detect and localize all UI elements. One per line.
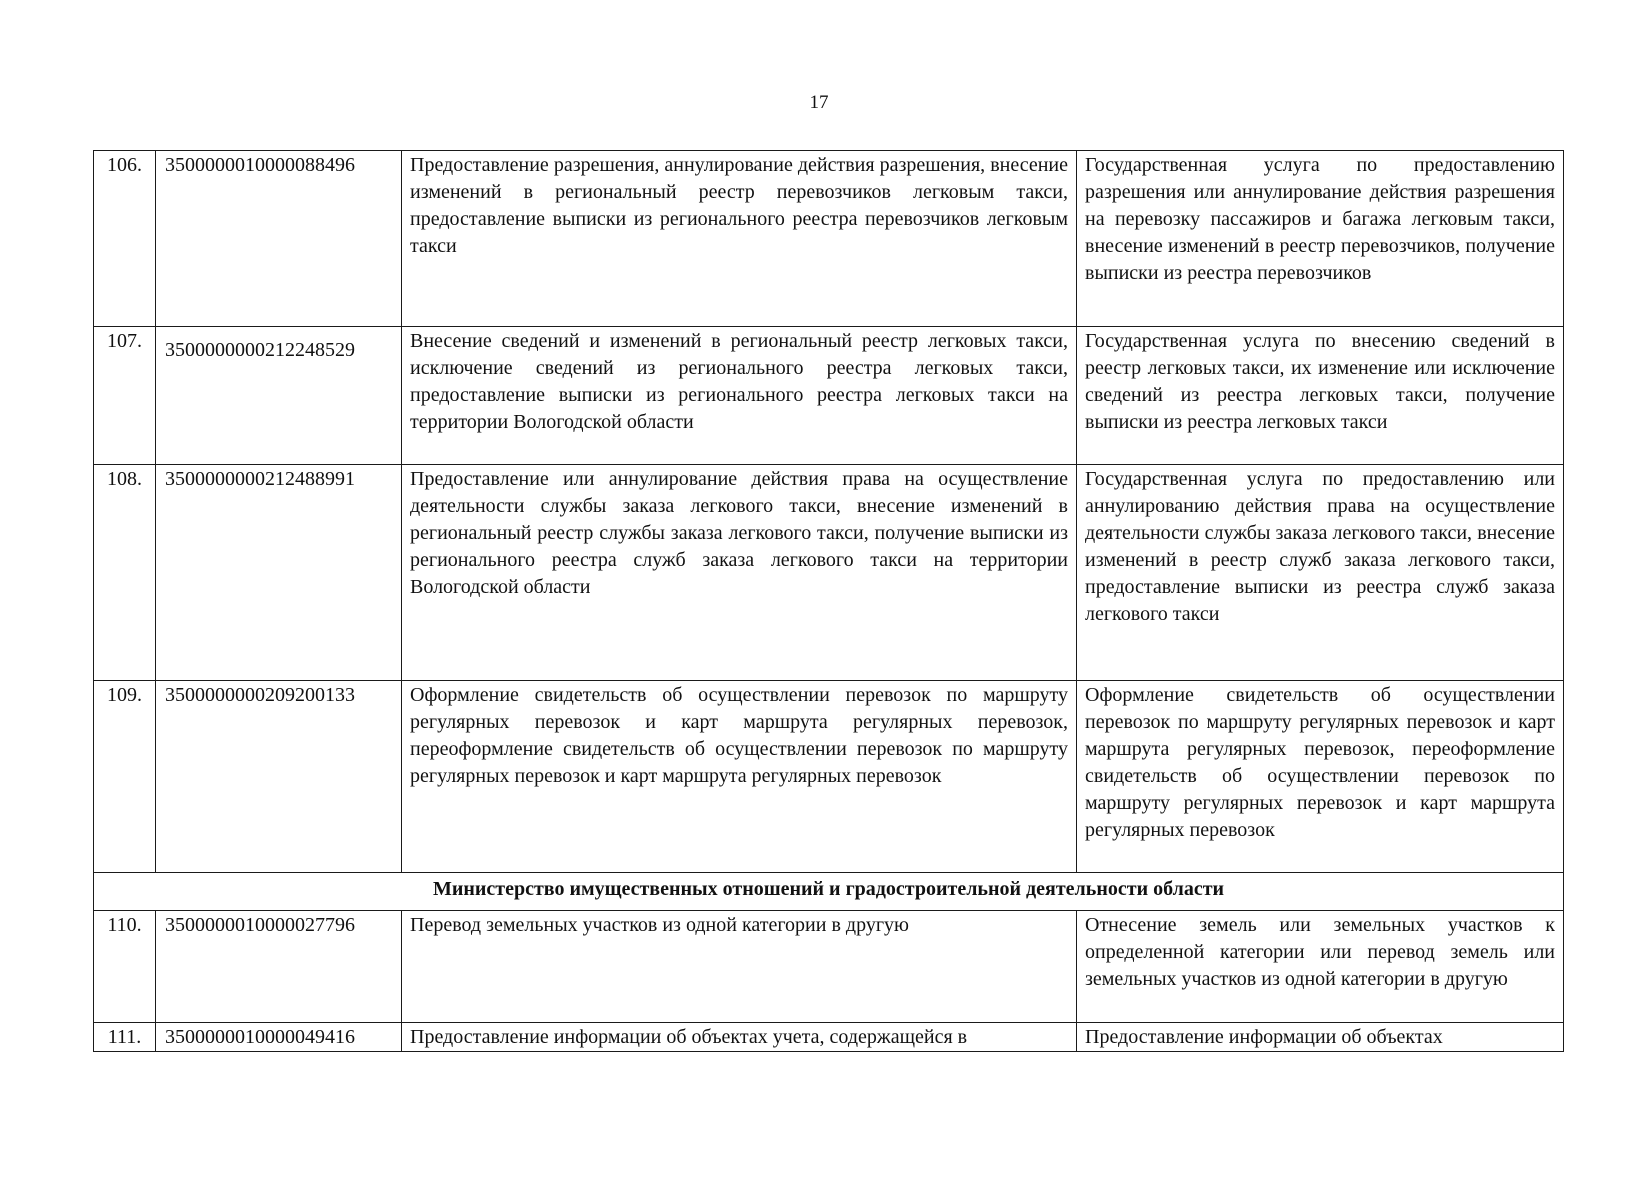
service-name: Предоставление разрешения, аннулирование действия разрешения, внесение изменений в региональный реестр перевозчиков легковым такси, предоставление выписки из регионального реестра перевозчиков легковым такси: [402, 151, 1077, 327]
service-code: 3500000010000088496: [156, 151, 402, 327]
service-name: Оформление свидетельств об осуществлении перевозок по маршруту регулярных перевозок и карт маршрута регулярных перевозок, переоформление свидетельств об осуществлении перевозок по маршруту регулярных перевозок и карт маршрута регулярных перевозок: [402, 681, 1077, 873]
row-number: 111.: [94, 1023, 156, 1052]
table-row: [94, 681, 1564, 873]
service-name: Предоставление информации об объектах учета, содержащейся в: [402, 1023, 1077, 1052]
service-description: Государственная услуга по внесению сведений в реестр легковых такси, их изменение или исключение сведений из реестра легковых такси, получение выписки из реестра легковых такси: [1077, 327, 1564, 465]
service-name: Перевод земельных участков из одной категории в другую: [402, 911, 1077, 1023]
row-number: 106.: [94, 151, 156, 327]
service-code: 3500000000209200133: [156, 681, 402, 873]
row-number: 108.: [94, 465, 156, 681]
table-row: [94, 465, 1564, 681]
service-name: Предоставление или аннулирование действия права на осуществление деятельности службы заказа легкового такси, внесение изменений в региональный реестр службы заказа легкового такси, получение выписки из регионального реестра служб заказа легкового такси на территории Вологодской области: [402, 465, 1077, 681]
service-code: 3500000000212248529: [156, 327, 402, 465]
services-table: [93, 150, 1564, 1052]
service-description: Отнесение земель или земельных участков к определенной категории или перевод земель или земельных участков из одной категории в другую: [1077, 911, 1564, 1023]
service-description: Государственная услуга по предоставлению или аннулированию действия права на осуществление деятельности службы заказа легкового такси, внесение изменений в реестр служб заказа легкового такси, предоставление выписки из реестра служб заказа легкового такси: [1077, 465, 1564, 681]
service-name: Внесение сведений и изменений в региональный реестр легковых такси, исключение сведений из регионального реестра легковых такси, предоставление выписки из регионального реестра легковых такси на территории Вологодской области: [402, 327, 1077, 465]
table-row: [94, 1023, 1564, 1052]
page-number: 17: [809, 92, 829, 113]
table-row: [94, 151, 1564, 327]
row-number: 110.: [94, 911, 156, 1023]
service-code: 3500000010000049416: [156, 1023, 402, 1052]
service-description: Предоставление информации об объектах: [1077, 1023, 1564, 1052]
row-number: 107.: [94, 327, 156, 465]
table-row: [94, 911, 1564, 1023]
service-code: 3500000010000027796: [156, 911, 402, 1023]
row-number: 109.: [94, 681, 156, 873]
service-description: Государственная услуга по предоставлению разрешения или аннулирование действия разрешения на перевозку пассажиров и багажа легковым такси, внесение изменений в реестр перевозчиков, получение выписки из реестра перевозчиков: [1077, 151, 1564, 327]
table-row: [94, 327, 1564, 465]
section-heading: Министерство имущественных отношений и градостроительной деятельности области: [94, 873, 1564, 911]
service-code: 3500000000212488991: [156, 465, 402, 681]
service-description: Оформление свидетельств об осуществлении перевозок по маршруту регулярных перевозок и карт маршрута регулярных перевозок, переоформление свидетельств об осуществлении перевозок по маршруту регулярных перевозок и карт маршрута регулярных перевозок: [1077, 681, 1564, 873]
section-row: [94, 873, 1564, 911]
